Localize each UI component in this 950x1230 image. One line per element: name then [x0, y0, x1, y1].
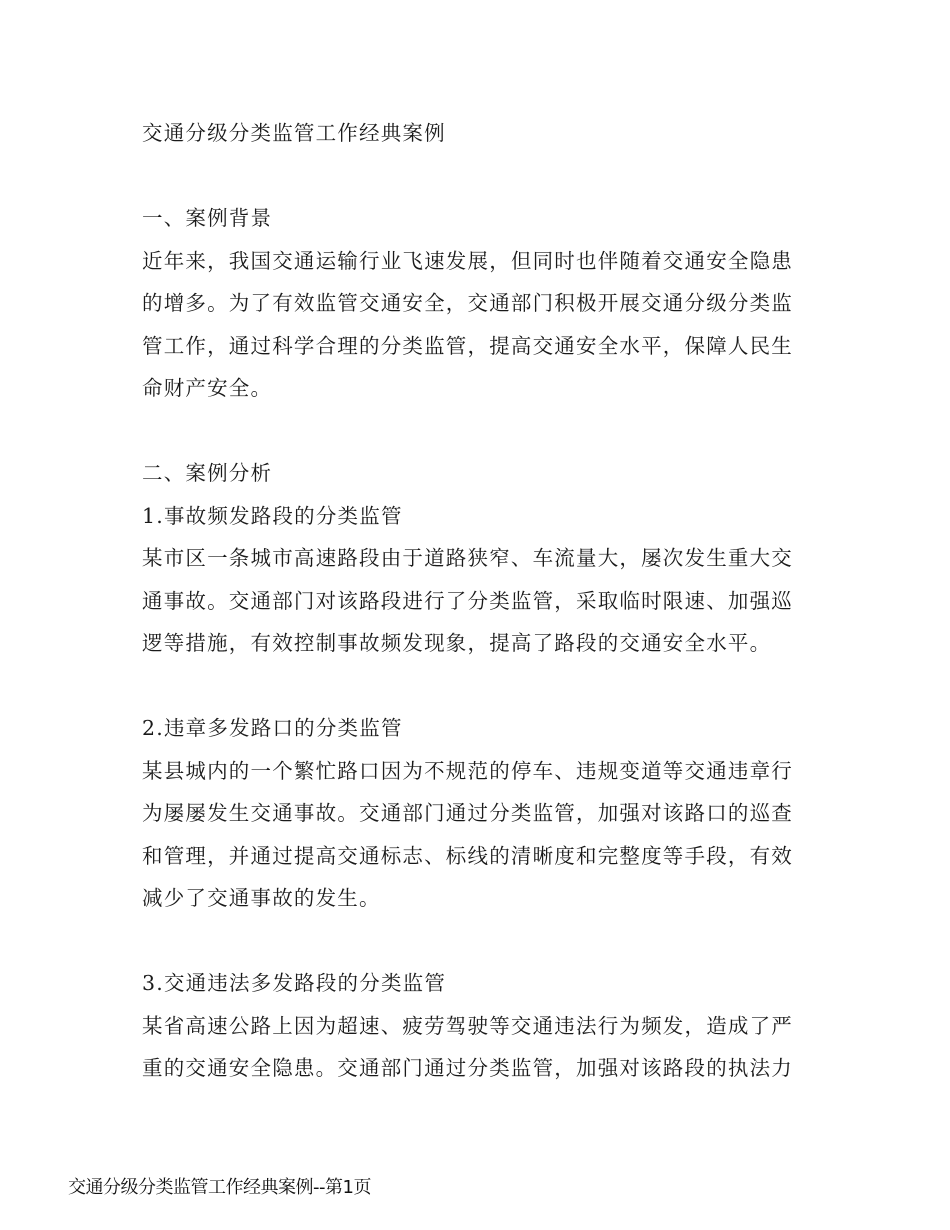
- paragraph-line: 某市区一条城市高速路段由于道路狭窄、车流量大，屡次发生重大交: [142, 546, 793, 570]
- section-heading-background: 一、案例背景: [142, 206, 273, 230]
- paragraph-line: 减少了交通事故的发生。: [142, 886, 381, 910]
- case-heading-2: 2.违章多发路口的分类监管: [142, 716, 403, 740]
- blank-line: [142, 410, 802, 453]
- paragraph-line: 的增多。为了有效监管交通安全，交通部门积极开展交通分级分类监: [142, 291, 793, 315]
- paragraph-line: 和管理，并通过提高交通标志、标线的清晰度和完整度等手段，有效: [142, 843, 793, 868]
- paragraph-line: 为屡屡发生交通事故。交通部门通过分类监管，加强对该路口的巡查: [142, 801, 793, 825]
- blank-line: [142, 665, 802, 708]
- document-body: [142, 112, 802, 1090]
- paragraph-line: 命财产安全。: [142, 376, 273, 400]
- paragraph-line: 近年来，我国交通运输行业飞速发展，但同时也伴随着交通安全隐患: [142, 248, 793, 273]
- paragraph-line: 管工作，通过科学合理的分类监管，提高交通安全水平，保障人民生: [142, 333, 793, 358]
- document-title: 交通分级分类监管工作经典案例: [142, 121, 446, 145]
- case-heading-3: 3.交通违法多发路段的分类监管: [142, 971, 447, 995]
- paragraph-line: 某省高速公路上因为超速、疲劳驾驶等交通违法行为频发，造成了严: [142, 1013, 793, 1038]
- page-footer: 交通分级分类监管工作经典案例--第1页: [68, 1177, 371, 1198]
- paragraph-line: 某县城内的一个繁忙路口因为不规范的停车、违规变道等交通违章行: [142, 758, 793, 783]
- paragraph-line: 通事故。交通部门对该路段进行了分类监管，采取临时限速、加强巡: [142, 588, 793, 613]
- paragraph-line: 重的交通安全隐患。交通部门通过分类监管，加强对该路段的执法力: [142, 1056, 793, 1080]
- section-heading-analysis: 二、案例分析: [142, 461, 273, 485]
- blank-line: [142, 155, 802, 198]
- paragraph-line: 逻等措施，有效控制事故频发现象，提高了路段的交通安全水平。: [142, 631, 772, 655]
- blank-line: [142, 920, 802, 963]
- case-heading-1: 1.事故频发路段的分类监管: [142, 503, 403, 528]
